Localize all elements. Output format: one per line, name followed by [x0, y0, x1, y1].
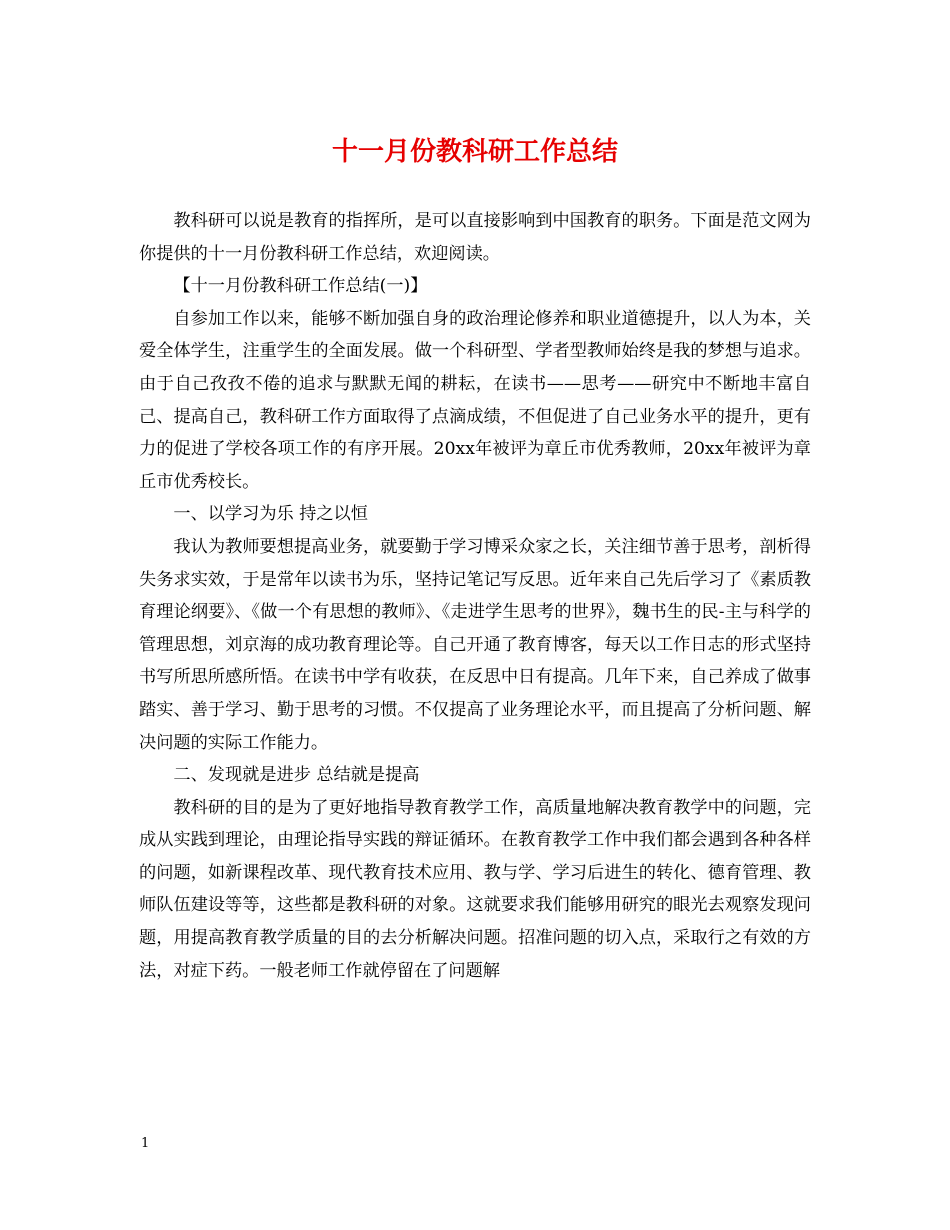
- body-paragraph: 我认为教师要想提高业务，就要勤于学习博采众家之长，关注细节善于思考，剖析得失务求实效，于是常年以读书为乐，坚持记笔记写反思。近年来自己先后学习了《素质教育理论纲要》、《做一个有思想的教师》、《走进学生思考的世界》，魏书生的民-主与科学的管理思想，刘京海的成功教育理论等。自己开通了教育博客，每天以工作日志的形式坚持书写所思所感所悟。在读书中学有收获，在反思中日有提高。几年下来，自己养成了做事踏实、善于学习、勤于思考的习惯。不仅提高了业务理论水平，而且提高了分析问题、解决问题的实际工作能力。: [139, 536, 811, 753]
- intro-paragraph: 教科研可以说是教育的指挥所，是可以直接影响到中国教育的职务。下面是范文网为你提供的十一月份教科研工作总结，欢迎阅读。: [139, 211, 811, 264]
- subsection-heading: 一、以学习为乐 持之以恒: [173, 504, 368, 525]
- body-paragraph: 教科研的目的是为了更好地指导教育教学工作，高质量地解决教育教学中的问题，完成从实践到理论，由理论指导实践的辩证循环。在教育教学工作中我们都会遇到各种各样的问题，如新课程改革、现代教育技术应用、教与学、学习后进生的转化、德育管理、教师队伍建设等等，这些都是教科研的对象。这就要求我们能够用研究的眼光去观察发现问题，用提高教育教学质量的目的去分析解决问题。招准问题的切入点，采取行之有效的方法，对症下药。一般老师工作就停留在了问题解: [139, 797, 811, 981]
- page-title: 十一月份教科研工作总结: [331, 137, 618, 167]
- body-paragraph: 自参加工作以来，能够不断加强自身的政治理论修养和职业道德提升，以人为本，关爱全体学生，注重学生的全面发展。做一个科研型、学者型教师始终是我的梦想与追求。由于自己孜孜不倦的追求与默默无闻的耕耘，在读书——思考——研究中不断地丰富自己、提高自己，教科研工作方面取得了点滴成绩，不但促进了自己业务水平的提升，更有力的促进了学校各项工作的有序开展。20xx年被评为章丘市优秀教师，20xx年被评为章丘市优秀校长。: [139, 308, 811, 492]
- section-heading: 【十一月份教科研工作总结(一)】: [173, 276, 428, 297]
- document-body: [139, 205, 811, 987]
- page-number: 1: [141, 1136, 150, 1151]
- subsection-heading: 二、发现就是进步 总结就是提高: [173, 765, 420, 786]
